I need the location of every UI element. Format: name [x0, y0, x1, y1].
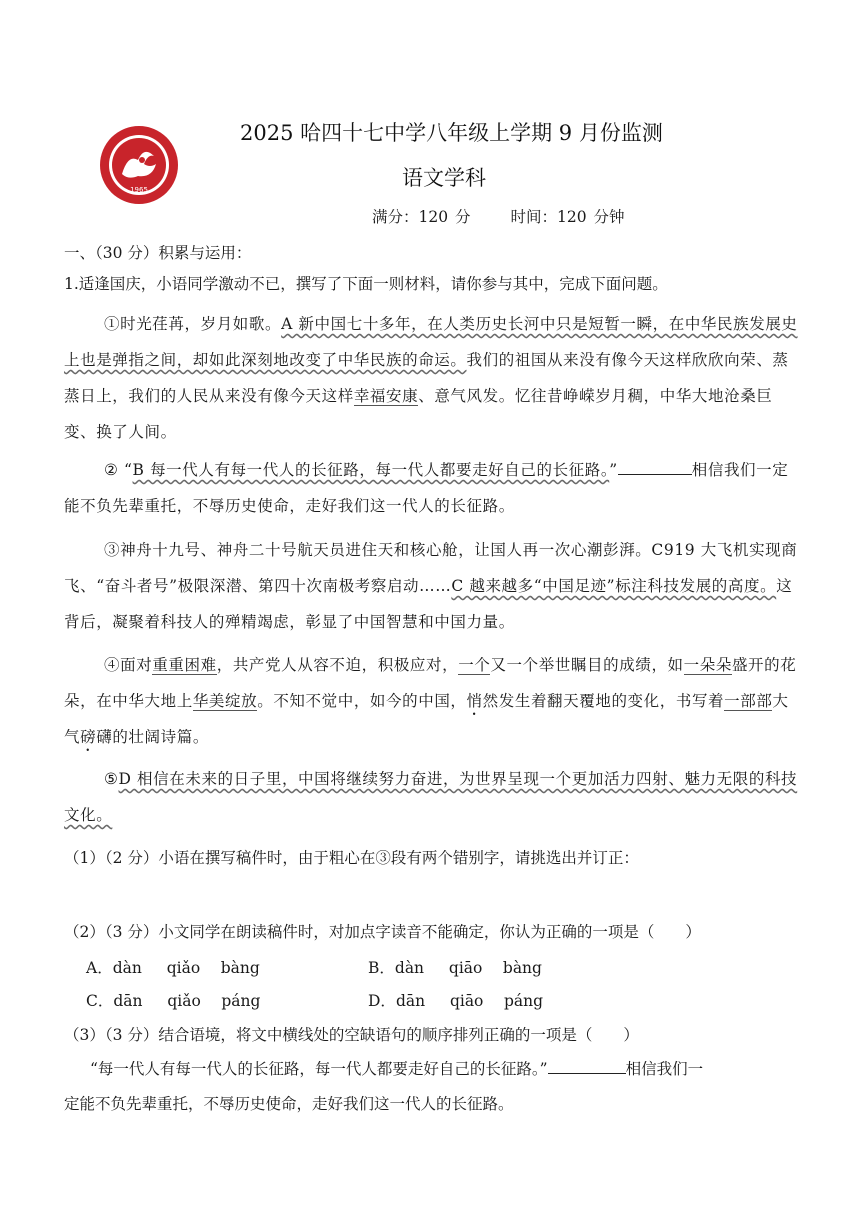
p2-quote-close: ” — [609, 461, 618, 479]
sentence-d: D 相信在未来的日子里，中国将继续努力奋进，为世界呈现一个更加活力四射、魅力无限的科技文化。 — [64, 770, 798, 824]
p4-c: ，共产党人从容不迫，积极应对， — [216, 656, 459, 674]
underlined-word-1: 幸福安康 — [353, 387, 419, 405]
p3-text: ③神舟十九号、神舟二十号航天员进住天和核心舱，让国人再一次心潮彭湃。C919 大飞机实现商飞、“奋斗者号”极限深潜、第四十次南极考察启动…… — [64, 541, 798, 595]
p5-lead: ⑤ — [104, 770, 119, 788]
underlined-word-3: 一个 — [458, 656, 491, 674]
pinyin-2: qiǎo — [166, 959, 201, 977]
p4-k: 然发生着翻天覆地的变化，书写着 — [482, 692, 725, 710]
blank-line — [548, 1072, 626, 1074]
logo-year: 1965 — [130, 186, 148, 194]
pinyin-2: qiāo — [449, 992, 484, 1010]
question-3: （3）（3 分）结合语境，将文中横线处的空缺语句的顺序排列正确的一项是（ ） — [64, 1026, 639, 1044]
p2-quote-open: ② “ — [104, 461, 133, 479]
underlined-word-5: 华美绽放 — [192, 692, 258, 710]
section-heading: 一、（30 分）积累与运用： — [64, 244, 252, 262]
p1-tail: 、意气风发。忆往昔峥嵘岁月稠，中华大地沧桑巨变、换了人间。 — [64, 387, 773, 441]
underlined-word-6: 一部部 — [724, 692, 773, 710]
option-label: B． — [368, 959, 395, 977]
q3-rest-1: 相信我们一 — [625, 1060, 704, 1078]
pinyin-2: qiǎo — [167, 992, 201, 1010]
p4-a: ④面对 — [104, 656, 153, 674]
question-3-continuation: 定能不负先辈重托，不辱历史使命，走好我们这一代人的长征路。 — [64, 1095, 514, 1113]
pinyin-1: dān — [113, 992, 143, 1010]
pinyin-3: bàng — [220, 959, 260, 977]
option-d — [368, 989, 543, 1011]
sentence-b: B 每一代人有每一代人的长征路，每一代人都要走好自己的长征路。 — [132, 461, 610, 479]
pinyin-3: páng — [503, 992, 544, 1010]
option-c — [86, 989, 260, 1011]
option-label: D． — [368, 992, 396, 1010]
p2-text: 相信我们一定能不负先辈重托，不辱历史使命，走好我们这一代人的长征路。 — [64, 461, 789, 515]
underlined-word-2: 重重困难 — [152, 656, 217, 674]
question-1: （1）（2 分）小语在撰写稿件时，由于粗心在③段有两个错别字，请挑选出并订正： — [64, 849, 639, 867]
option-label: A． — [86, 959, 113, 977]
p1-text: 我们的祖国从来没有像今天这样欣欣向荣、蒸蒸日上，我们的人民从来没有像今天这样 — [64, 351, 789, 405]
pinyin-3: páng — [221, 992, 261, 1010]
option-b — [368, 956, 542, 978]
p4-m: 大气 — [64, 692, 789, 746]
p4-i: 。不知不觉中，如今的中国， — [257, 692, 467, 710]
pinyin-3: bàng — [502, 959, 542, 977]
paragraph-5 — [64, 761, 804, 833]
sentence-c: C 越来越多“中国足迹”标注科技发展的高度。 — [451, 577, 777, 595]
exam-meta — [372, 205, 625, 227]
option-a — [86, 956, 260, 978]
blank-line — [618, 473, 692, 475]
paragraph-2 — [64, 452, 804, 524]
question-3-quote-line — [90, 1057, 703, 1079]
dotted-char-1: 悄 — [466, 692, 483, 710]
exam-time: 时间：120 分钟 — [510, 208, 625, 226]
pinyin-1: dàn — [112, 959, 142, 977]
subject-title: 语文学科 — [402, 166, 486, 190]
full-score: 满分：120 分 — [372, 208, 471, 226]
school-logo — [98, 124, 180, 206]
paragraph-4 — [64, 647, 804, 755]
pinyin-1: dàn — [394, 959, 425, 977]
page-title: 2025 哈四十七中学八年级上学期 9 月份监测 — [240, 121, 663, 145]
question-intro: 1.适逢国庆，小语同学激动不已，撰写了下面一则材料，请你参与其中，完成下面问题。 — [64, 275, 668, 293]
p1-lead: ①时光荏苒，岁月如歌。 — [104, 315, 282, 333]
option-label: C． — [86, 992, 114, 1010]
p4-g: 盛开的花朵，在中华大地上 — [64, 656, 797, 710]
paragraph-3 — [64, 532, 804, 640]
q3-quote: “每一代人有每一代人的长征路，每一代人都要走好自己的长征路。” — [90, 1060, 548, 1078]
question-2: （2）（3 分）小文同学在朗读稿件时，对加点字读音不能确定，你认为正确的一项是（ ） — [64, 923, 701, 941]
dotted-char-2: 磅 — [80, 728, 97, 746]
p4-e: 又一个举世瞩目的成绩，如 — [490, 656, 684, 674]
underlined-word-4: 一朵朵 — [683, 656, 732, 674]
p4-o: 礴的壮阔诗篇。 — [96, 728, 209, 746]
sentence-a: A 新中国七十多年，在人类历史长河中只是短暂一瞬，在中华民族发展史上也是弹指之间，却如此深刻地改变了中华民族的命运。 — [64, 315, 798, 369]
pinyin-2: qiāo — [448, 959, 483, 977]
paragraph-1 — [64, 306, 804, 450]
pinyin-1: dān — [395, 992, 426, 1010]
p3-tail: 这背后，凝聚着科技人的殚精竭虑，彰显了中国智慧和中国力量。 — [64, 577, 793, 631]
